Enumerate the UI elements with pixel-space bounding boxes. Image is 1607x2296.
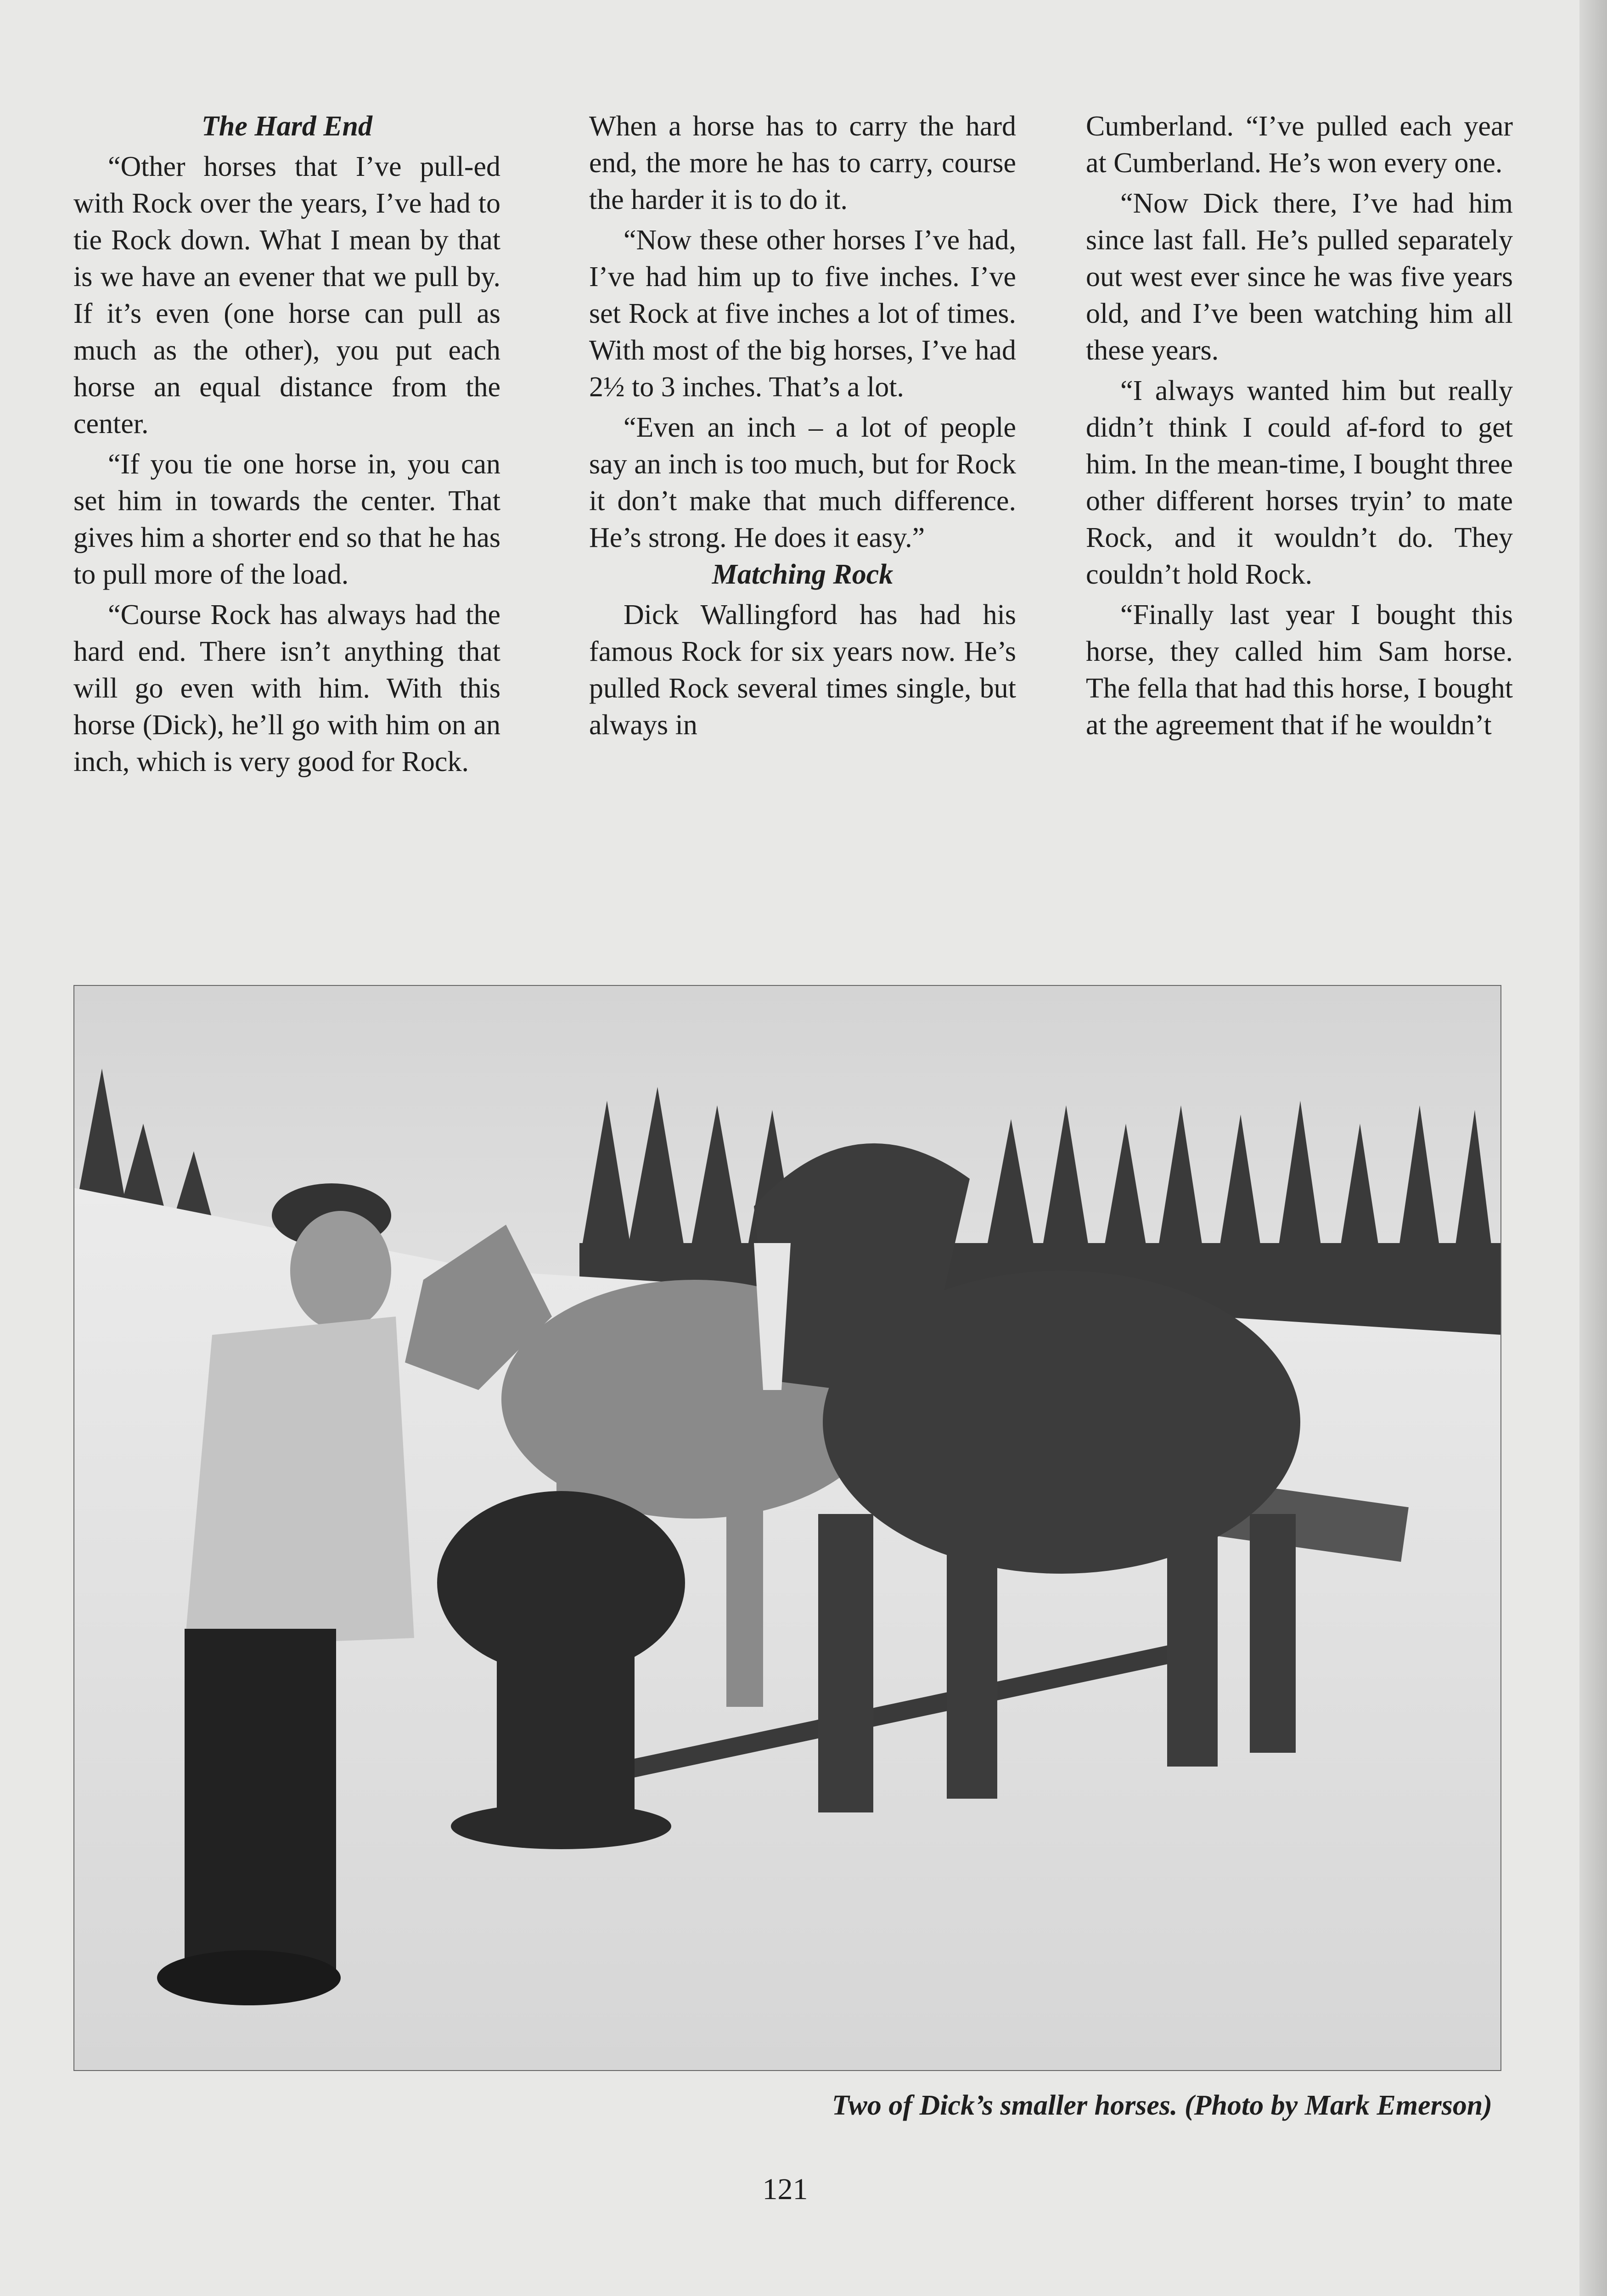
horses-photo	[73, 985, 1501, 2071]
text-column-2	[589, 108, 1016, 743]
paragraph: When a horse has to carry the hard end, the more he has to carry, course the harder it is to do it.	[589, 111, 1016, 215]
paragraph: “Now Dick there, I’ve had him since last fall. He’s pulled separately out west ever since he was five years old, and I’ve been watching him all these years.	[1086, 188, 1513, 366]
section-heading-matching-rock: Matching Rock	[712, 559, 893, 590]
paragraph: “If you tie one horse in, you can set him in towards the center. That gives him a shorter end so that he has to pull more of the load.	[73, 449, 500, 590]
paragraph: “Even an inch – a lot of people say an inch is too much, but for Rock it don’t make that much difference. He’s strong. He does it easy.”	[589, 412, 1016, 553]
text-column-3	[1086, 108, 1513, 743]
photo-caption: Two of Dick’s smaller horses. (Photo by Mark Emerson)	[832, 2090, 1492, 2121]
paragraph: “Now these other horses I’ve had, I’ve had him up to five inches. I’ve set Rock at five inches a lot of times. With most of the big horses, I’ve had 2½ to 3 inches. That’s a lot.	[589, 225, 1016, 403]
text-column-1	[73, 108, 500, 780]
paragraph: “Course Rock has always had the hard end. There isn’t anything that will go even with him. With this horse (Dick), he’ll go with him on an inch, which is very good for Rock.	[73, 599, 500, 777]
paragraph: “I always wanted him but really didn’t think I could af-ford to get him. In the mean-time, I bought three other different horses tryin’ to mate Rock, and it wouldn’t do. They couldn’t hold Rock.	[1086, 375, 1513, 590]
page-number: 121	[762, 2172, 808, 2206]
paragraph: Cumberland. “I’ve pulled each year at Cumberland. He’s won every one.	[1086, 111, 1513, 179]
page-edge	[1579, 0, 1607, 2296]
section-heading-hard-end: The Hard End	[201, 111, 373, 142]
paragraph: “Finally last year I bought this horse, they called him Sam horse. The fella that had this horse, I bought at the agreement that if he wouldn’t	[1086, 599, 1513, 741]
paragraph: “Other horses that I’ve pull-ed with Rock over the years, I’ve had to tie Rock down. What I mean by that is we have an evener that we pull by. If it’s even (one horse can pull as much as the other), you put each horse an equal distance from the center.	[73, 151, 500, 439]
paragraph: Dick Wallingford has had his famous Rock for six years now. He’s pulled Rock several times single, but always in	[589, 599, 1016, 741]
